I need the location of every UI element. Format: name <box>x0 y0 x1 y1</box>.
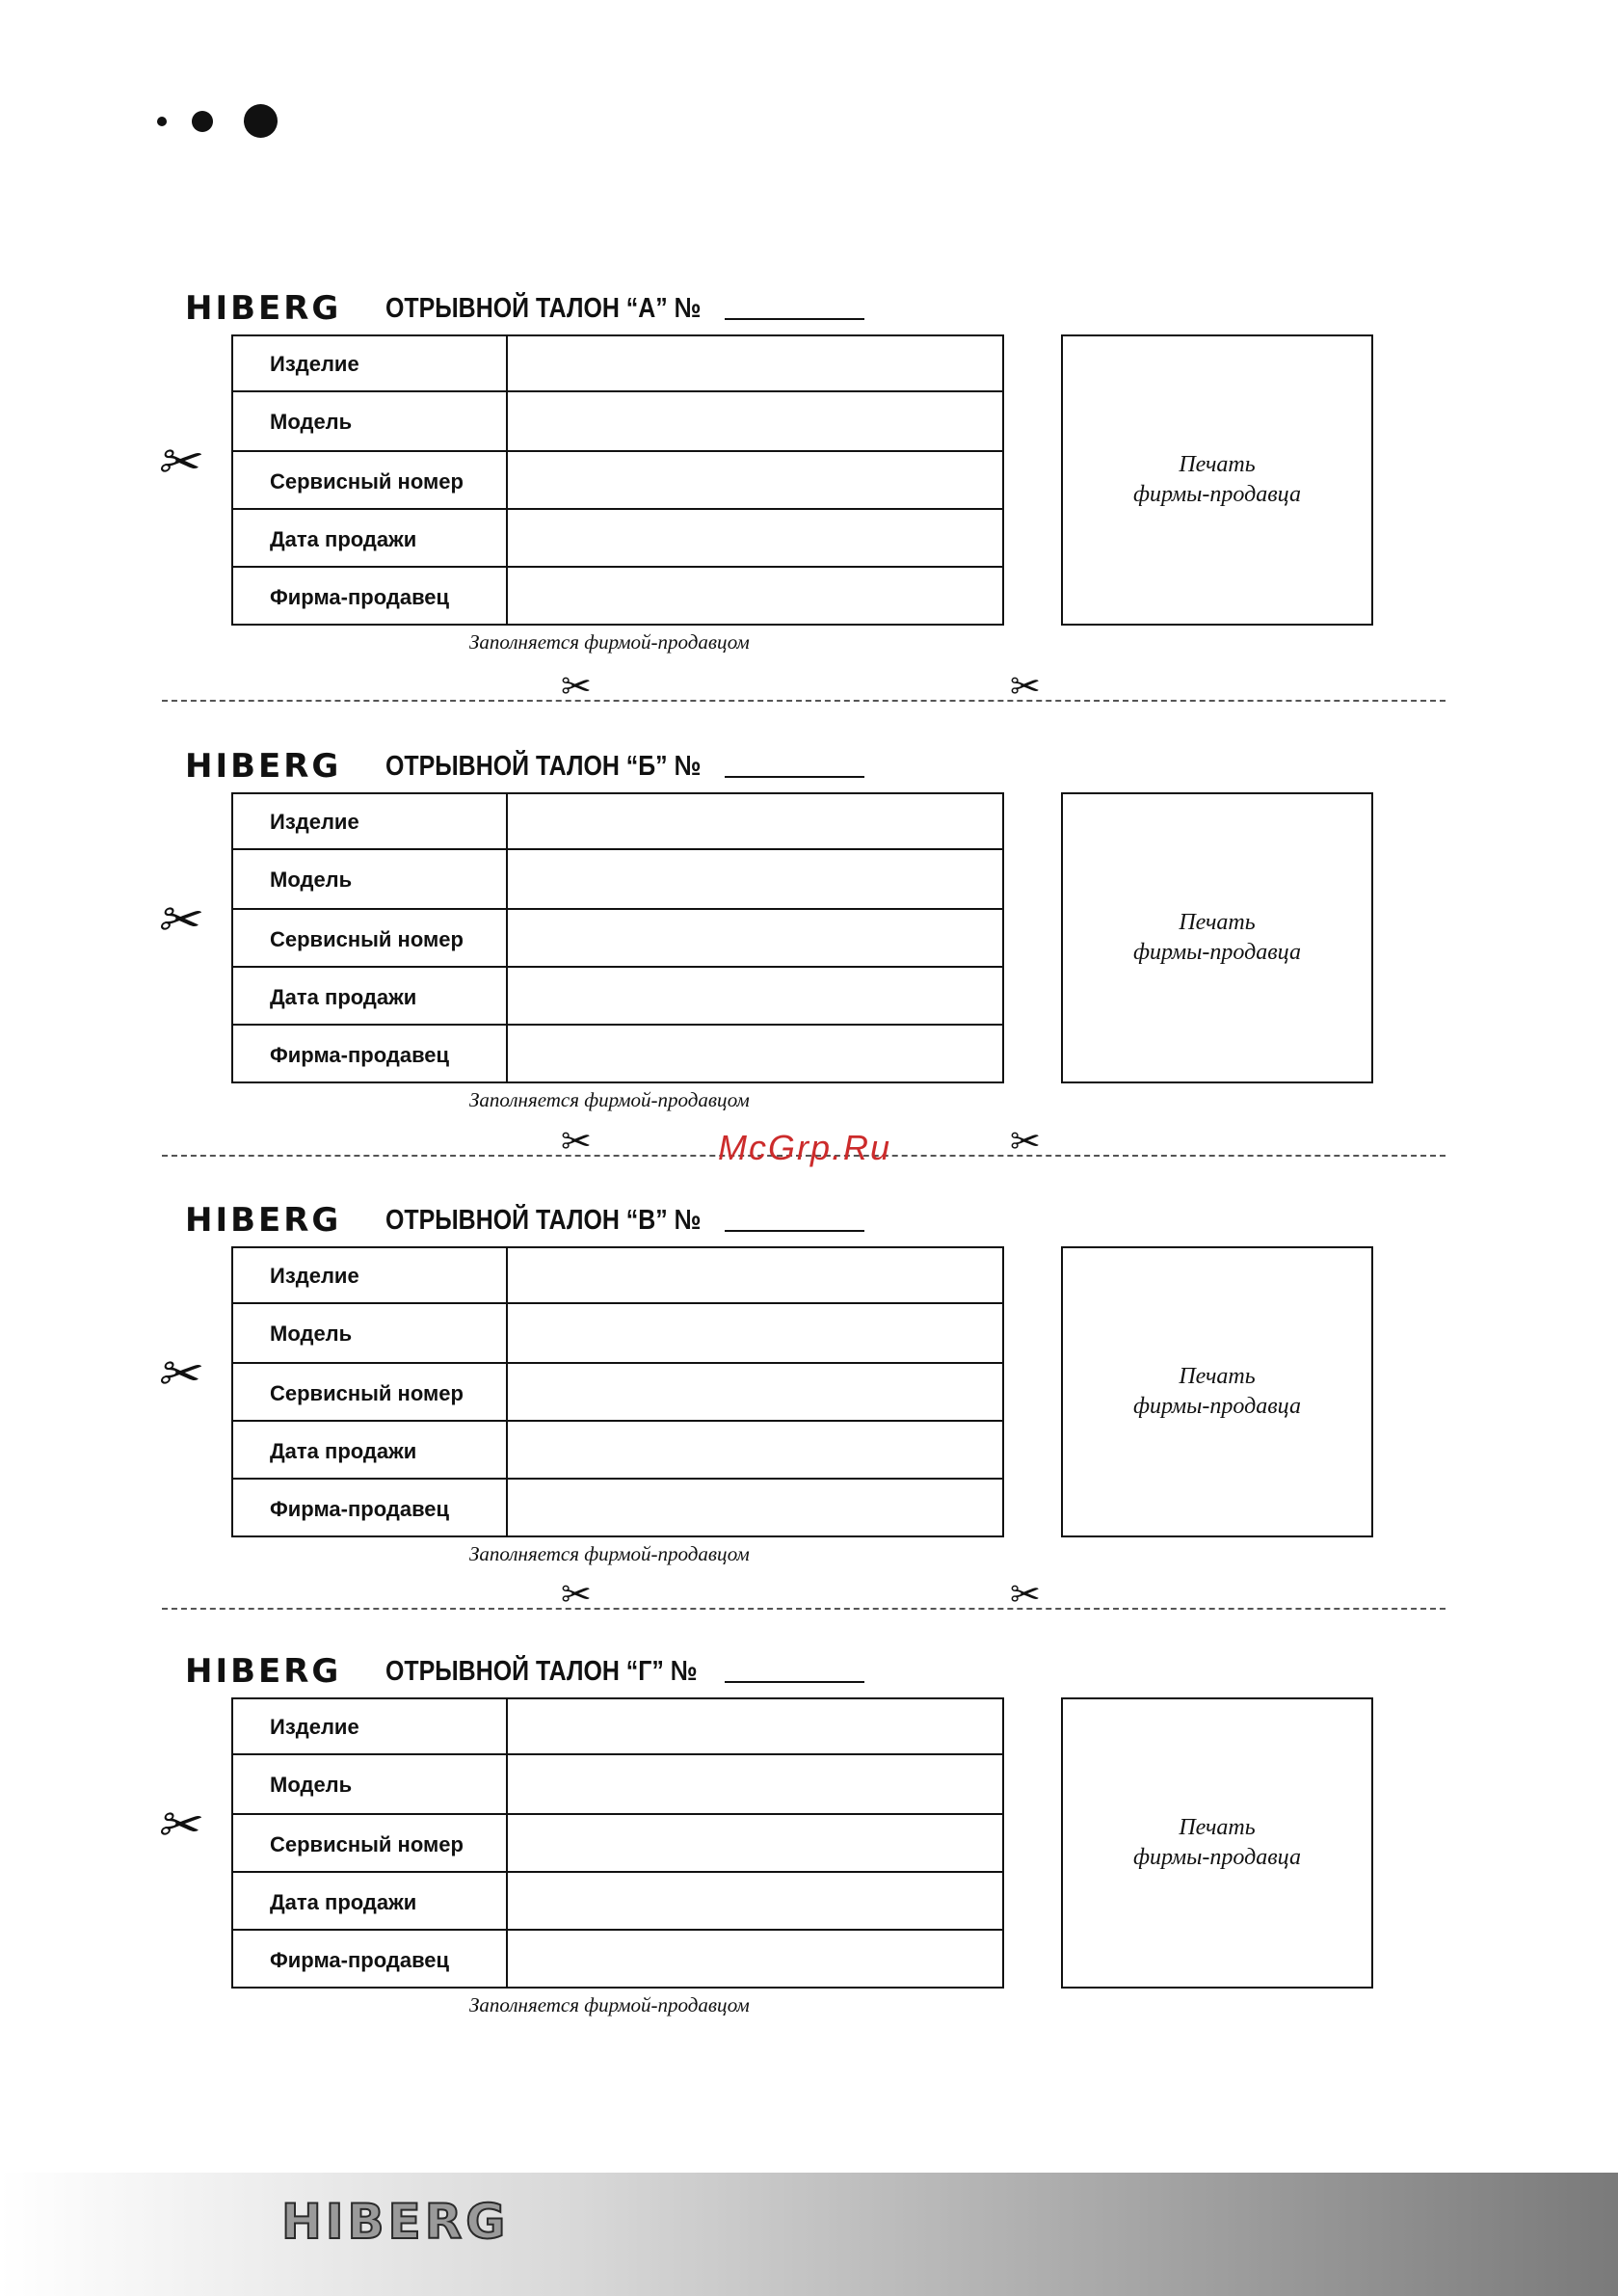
stamp-line-1: Печать <box>1179 910 1256 935</box>
coupon-b <box>0 747 1618 1161</box>
stamp-box <box>1061 1697 1373 1989</box>
row-label: Изделие <box>270 1264 359 1288</box>
table-row <box>233 910 1002 968</box>
table-row <box>233 1364 1002 1422</box>
coupon-title: ОТРЫВНОЙ ТАЛОН “В” № <box>385 1205 702 1236</box>
decor-dot-large <box>244 104 278 138</box>
row-label: Дата продажи <box>270 527 417 551</box>
stamp-line-1: Печать <box>1179 452 1256 477</box>
footer-band <box>0 2173 1618 2296</box>
table-row <box>233 392 1002 452</box>
cut-line <box>162 1608 1446 1610</box>
table-row <box>233 336 1002 392</box>
coupon-table <box>231 1697 1004 1989</box>
number-line <box>725 1681 864 1683</box>
row-label: Сервисный номер <box>270 927 464 951</box>
decor-dot-small <box>157 117 167 126</box>
row-label: Сервисный номер <box>270 1832 464 1856</box>
row-label: Дата продажи <box>270 1439 417 1463</box>
stamp-line-2: фирмы-продавца <box>1133 1845 1301 1870</box>
table-row <box>233 1480 1002 1535</box>
row-label: Модель <box>270 868 353 892</box>
table-row <box>233 1931 1002 1987</box>
coupon-v <box>0 1201 1618 1615</box>
brand-logo: HIBERG <box>185 1201 342 1240</box>
cut-line <box>162 700 1446 702</box>
stamp-line-1: Печать <box>1179 1815 1256 1840</box>
table-row <box>233 1699 1002 1755</box>
table-row <box>233 850 1002 910</box>
row-label: Фирма-продавец <box>270 585 450 609</box>
table-row <box>233 1304 1002 1364</box>
table-row <box>233 1422 1002 1480</box>
number-line <box>725 318 864 320</box>
number-line <box>725 776 864 778</box>
watermark: McGrp.Ru <box>718 1128 892 1167</box>
fill-note: Заполняется фирмой-продавцом <box>469 1993 750 2016</box>
row-label: Дата продажи <box>270 1890 417 1914</box>
scissors-icon: ✂ <box>1010 667 1041 707</box>
stamp-line-2: фирмы-продавца <box>1133 482 1301 507</box>
row-label: Модель <box>270 1322 353 1346</box>
stamp-box <box>1061 334 1373 626</box>
row-label: Фирма-продавец <box>270 1497 450 1521</box>
row-label: Изделие <box>270 1715 359 1739</box>
coupon-a <box>0 289 1618 707</box>
stamp-line-1: Печать <box>1179 1364 1256 1389</box>
fill-note: Заполняется фирмой-продавцом <box>469 1542 750 1565</box>
scissors-side-icon: ✂ <box>156 434 199 492</box>
row-label: Изделие <box>270 810 359 834</box>
brand-logo: HIBERG <box>185 1652 342 1691</box>
fill-note: Заполняется фирмой-продавцом <box>469 630 750 654</box>
coupon-table <box>231 792 1004 1083</box>
brand-logo: HIBERG <box>185 747 342 786</box>
table-row <box>233 568 1002 624</box>
stamp-box <box>1061 1246 1373 1537</box>
table-row <box>233 1815 1002 1873</box>
scissors-side-icon: ✂ <box>156 892 199 949</box>
scissors-side-icon: ✂ <box>156 1797 199 1855</box>
row-label: Фирма-продавец <box>270 1948 450 1972</box>
row-label: Дата продажи <box>270 985 417 1009</box>
number-line <box>725 1230 864 1232</box>
coupon-title: ОТРЫВНОЙ ТАЛОН “А” № <box>385 293 702 324</box>
footer-logo: HIBERG <box>281 2194 510 2250</box>
row-label: Модель <box>270 410 353 434</box>
table-row <box>233 1873 1002 1931</box>
table-row <box>233 510 1002 568</box>
table-row <box>233 1248 1002 1304</box>
coupon-g <box>0 1652 1618 2067</box>
scissors-icon: ✂ <box>1010 1575 1041 1615</box>
scissors-icon: ✂ <box>561 1122 592 1162</box>
brand-logo: HIBERG <box>185 289 342 328</box>
row-label: Фирма-продавец <box>270 1043 450 1067</box>
row-label: Изделие <box>270 352 359 376</box>
scissors-side-icon: ✂ <box>156 1346 199 1403</box>
coupon-title: ОТРЫВНОЙ ТАЛОН “Г” № <box>385 1656 698 1687</box>
stamp-line-2: фирмы-продавца <box>1133 1394 1301 1419</box>
row-label: Сервисный номер <box>270 469 464 494</box>
scissors-icon: ✂ <box>561 1575 592 1615</box>
coupon-title: ОТРЫВНОЙ ТАЛОН “Б” № <box>385 751 702 782</box>
coupon-table <box>231 1246 1004 1537</box>
table-row <box>233 1026 1002 1081</box>
decor-dot-medium <box>192 111 213 132</box>
row-label: Модель <box>270 1773 353 1797</box>
table-row <box>233 452 1002 510</box>
table-row <box>233 968 1002 1026</box>
stamp-box <box>1061 792 1373 1083</box>
row-label: Сервисный номер <box>270 1381 464 1405</box>
fill-note: Заполняется фирмой-продавцом <box>469 1088 750 1111</box>
table-row <box>233 1755 1002 1815</box>
stamp-line-2: фирмы-продавца <box>1133 940 1301 965</box>
table-row <box>233 794 1002 850</box>
scissors-icon: ✂ <box>1010 1122 1041 1162</box>
coupon-table <box>231 334 1004 626</box>
scissors-icon: ✂ <box>561 667 592 707</box>
